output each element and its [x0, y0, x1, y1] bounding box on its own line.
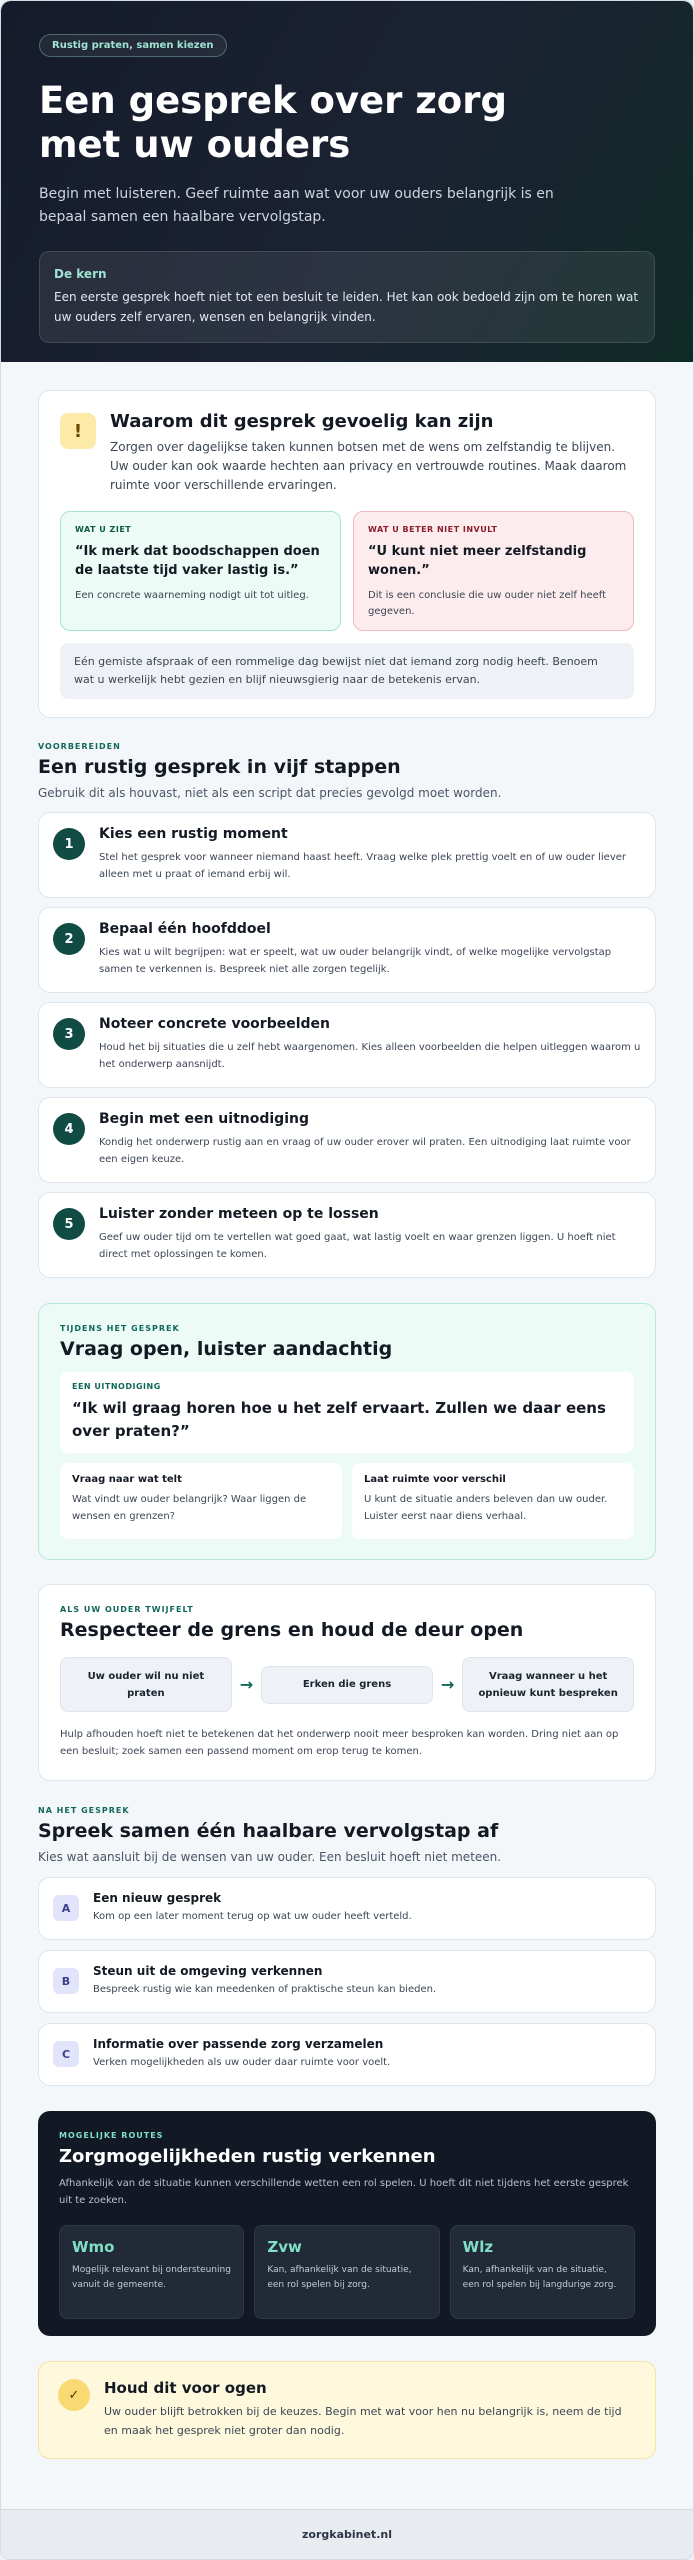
- routes-title: Zorgmogelijkheden rustig verkennen: [59, 2146, 436, 2167]
- step-title: Bepaal één hoofddoel: [99, 921, 271, 937]
- why-title: Waarom dit gesprek gevoelig kan zijn: [110, 411, 494, 432]
- tip-card: [60, 1463, 342, 1539]
- step-number: 3: [53, 1018, 85, 1050]
- option-text: Verken mogelijkheden als uw ouder daar ruimte voor voelt.: [93, 2057, 391, 2068]
- during-eyebrow: TIJDENS HET GESPREK: [60, 1324, 180, 1333]
- routes-cards: [59, 2225, 635, 2319]
- step-text: Kondig het onderwerp rustig aan en vraag of uw ouder erover wil praten. Een uitnodiging laat ruimte voor een eigen keuze.: [99, 1137, 631, 1165]
- steps-list: [38, 812, 656, 1278]
- warning-icon: !: [60, 413, 96, 449]
- kern-title: De kern: [54, 267, 107, 281]
- tip-text: Wat vindt uw ouder belangrijk? Waar liggen de wensen en grenzen?: [72, 1494, 307, 1522]
- option-card: [38, 1877, 656, 1940]
- step-text: Stel het gesprek voor wanneer niemand haast heeft. Vraag welke plek prettig voelt en of uw ouder liever alleen met u praat of iemand erbij wil.: [99, 852, 627, 880]
- route-text: Mogelijk relevant bij ondersteuning vanuit de gemeente.: [72, 2265, 231, 2290]
- options-list: [38, 1877, 656, 2086]
- step-card: [38, 812, 656, 898]
- flow-step: Vraag wanneer u het opnieuw kunt bespreken: [462, 1657, 634, 1712]
- flow-step: Uw ouder wil nu niet praten: [60, 1657, 232, 1712]
- route-title: Zvw: [267, 2238, 302, 2256]
- hold-box: [38, 2361, 656, 2459]
- tip-card: [352, 1463, 634, 1539]
- option-text: Bespreek rustig wie kan meedenken of praktische steun kan bieden.: [93, 1984, 437, 1995]
- steps-section: [38, 742, 656, 1278]
- option-card: [38, 2023, 656, 2086]
- invite-box: [60, 1372, 634, 1453]
- routes-eyebrow: MOGELIJKE ROUTES: [59, 2131, 164, 2140]
- invite-label: EEN UITNODIGING: [72, 1382, 161, 1391]
- after-subtitle: Kies wat aansluit bij de wensen van uw ouder. Een besluit hoeft niet meteen.: [38, 1850, 502, 1864]
- tip-text: U kunt de situatie anders beleven dan uw ouder. Luister eerst naar diens verhaal.: [364, 1494, 608, 1522]
- doubt-eyebrow: ALS UW OUDER TWIJFELT: [60, 1605, 194, 1614]
- page-title: Een gesprek over zorg met uw ouders: [39, 79, 507, 166]
- route-text: Kan, afhankelijk van de situatie, een rol spelen bij langdurige zorg.: [462, 2265, 617, 2290]
- kern-box: [39, 251, 655, 343]
- arrow-right-icon: →: [440, 1675, 455, 1694]
- doubt-flow: [60, 1657, 634, 1712]
- route-card: [450, 2225, 635, 2319]
- step-card: [38, 907, 656, 993]
- good-example-note: Een concrete waarneming nodigt uit tot uitleg.: [75, 590, 309, 601]
- kern-text: Een eerste gesprek hoeft niet tot een besluit te leiden. Het kan ook bedoeld zijn om te horen wat uw ouders zelf ervaren, wensen en belangrijk vinden.: [54, 290, 639, 324]
- tip-title: Vraag naar wat telt: [72, 1474, 182, 1485]
- hero-lead: Begin met luisteren. Geef ruimte aan wat voor uw ouders belangrijk is en bepaal samen een haalbare vervolgstap.: [39, 186, 554, 225]
- hold-title: Houd dit voor ogen: [104, 2379, 267, 2397]
- after-eyebrow: NA HET GESPREK: [38, 1806, 130, 1815]
- footer: [1, 2509, 693, 2559]
- why-header: [60, 411, 634, 495]
- step-title: Kies een rustig moment: [99, 826, 288, 842]
- step-number: 4: [53, 1113, 85, 1145]
- route-text: Kan, afhankelijk van de situatie, een rol spelen bij zorg.: [267, 2265, 412, 2290]
- option-card: [38, 1950, 656, 2013]
- after-title: Spreek samen één haalbare vervolgstap af: [38, 1820, 499, 1842]
- during-section: [38, 1303, 656, 1560]
- steps-subtitle: Gebruik dit als houvast, niet als een script dat precies gevolgd moet worden.: [38, 786, 502, 800]
- route-card: [59, 2225, 244, 2319]
- step-text: Geef uw ouder tijd om te vertellen wat goed gaat, wat lastig voelt en waar grenzen liggen. U hoeft niet direct met oplossingen te komen.: [99, 1232, 616, 1260]
- route-card: [254, 2225, 439, 2319]
- why-card: [38, 390, 656, 718]
- main-content: [1, 390, 693, 2459]
- good-example-quote: “Ik merk dat boodschappen doen de laatste tijd vaker lastig is.”: [75, 544, 320, 578]
- why-description: Zorgen over dagelijkse taken kunnen botsen met de wens om zelfstandig te blijven. Uw ouder kan ook waarde hechten aan privacy en vertrouwde routines. Maak daarom ruimte voor verschillende ervaringen.: [110, 440, 627, 492]
- route-title: Wlz: [462, 2238, 494, 2256]
- option-text: Kom op een later moment terug op wat uw ouder heeft verteld.: [93, 1911, 412, 1922]
- step-card: [38, 1192, 656, 1278]
- good-example-label: WAT U ZIET: [75, 525, 132, 534]
- steps-title: Een rustig gesprek in vijf stappen: [38, 756, 401, 778]
- option-letter: B: [53, 1968, 79, 1994]
- option-letter: C: [53, 2041, 79, 2067]
- bad-example-note: Dit is een conclusie die uw ouder niet zelf heeft gegeven.: [368, 590, 607, 617]
- bad-example: [353, 511, 634, 631]
- routes-section: [38, 2111, 656, 2336]
- hold-text: Uw ouder blijft betrokken bij de keuzes. Begin met wat voor hen nu belangrijk is, neem de tijd en maak het gesprek niet groter dan nodig.: [104, 2405, 622, 2437]
- tip-title: Laat ruimte voor verschil: [364, 1474, 506, 1485]
- step-title: Begin met een uitnodiging: [99, 1111, 309, 1127]
- doubt-card: [38, 1584, 656, 1781]
- good-example: [60, 511, 341, 631]
- during-title: Vraag open, luister aandachtig: [60, 1338, 393, 1360]
- routes-text: Afhankelijk van de situatie kunnen verschillende wetten een rol spelen. U hoeft dit niet tijdens het eerste gesprek uit te zoeken.: [59, 2178, 629, 2206]
- step-number: 5: [53, 1208, 85, 1240]
- option-letter: A: [53, 1895, 79, 1921]
- step-number: 2: [53, 923, 85, 955]
- arrow-right-icon: →: [239, 1675, 254, 1694]
- hero: [1, 1, 693, 362]
- after-section: [38, 1806, 656, 2086]
- step-title: Luister zonder meteen op te lossen: [99, 1206, 379, 1222]
- step-text: Kies wat u wilt begrijpen: wat er speelt, wat uw ouder belangrijk vindt, of welke mogelijke vervolgstap samen te verkennen is. Bespreek niet alle zorgen tegelijk.: [99, 947, 612, 975]
- why-note: Eén gemiste afspraak of een rommelige dag bewijst niet dat iemand zorg nodig heeft. Benoem wat u werkelijk hebt gezien en blijf nieuwsgierig naar de betekenis ervan.: [60, 643, 634, 699]
- step-number: 1: [53, 828, 85, 860]
- option-title: Een nieuw gesprek: [93, 1891, 222, 1905]
- flow-step: Erken die grens: [261, 1666, 433, 1704]
- option-title: Informatie over passende zorg verzamelen: [93, 2037, 384, 2051]
- comparison: [60, 511, 634, 631]
- option-title: Steun uit de omgeving verkennen: [93, 1964, 323, 1978]
- step-text: Houd het bij situaties die u zelf hebt waargenomen. Kies alleen voorbeelden die helpen uitleggen waarom u het onderwerp aansnijdt.: [99, 1042, 641, 1070]
- step-card: [38, 1002, 656, 1088]
- steps-eyebrow: VOORBEREIDEN: [38, 742, 121, 751]
- footer-site: zorgkabinet.nl: [302, 2528, 392, 2541]
- step-card: [38, 1097, 656, 1183]
- doubt-text: Hulp afhouden hoeft niet te betekenen dat het onderwerp nooit meer besproken kan worden. Dring niet aan op een besluit; zoek samen een passend moment om erop terug te komen.: [60, 1729, 619, 1757]
- doubt-title: Respecteer de grens en houd de deur open: [60, 1619, 524, 1641]
- tips-row: [60, 1463, 634, 1539]
- step-title: Noteer concrete voorbeelden: [99, 1016, 330, 1032]
- invite-quote: “Ik wil graag horen hoe u het zelf ervaart. Zullen we daar eens over praten?”: [72, 1399, 606, 1440]
- bad-example-quote: “U kunt niet meer zelfstandig wonen.”: [368, 544, 587, 578]
- bad-example-label: WAT U BETER NIET INVULT: [368, 525, 498, 534]
- route-title: Wmo: [72, 2238, 115, 2256]
- check-icon: ✓: [58, 2379, 90, 2411]
- hero-pill: Rustig praten, samen kiezen: [39, 34, 227, 57]
